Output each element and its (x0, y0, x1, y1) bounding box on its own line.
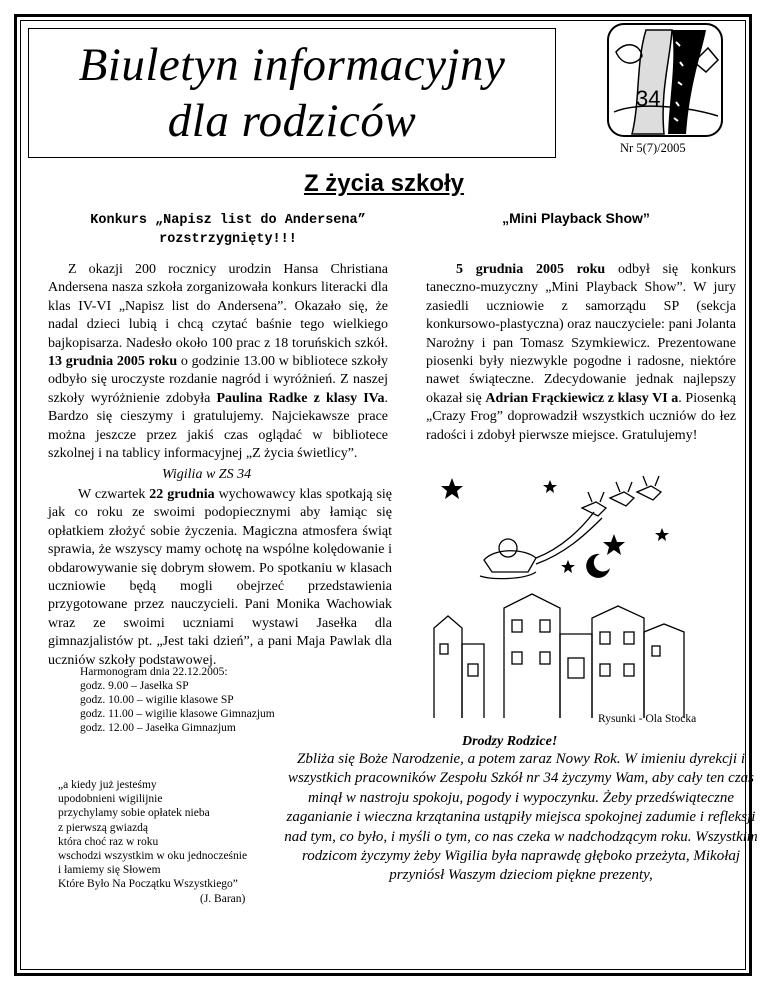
drawing-moon (586, 554, 610, 578)
poem (58, 778, 278, 906)
left-heading-line-1: Konkurs „Napisz list do Andersena” (90, 213, 366, 228)
logo-number: 34 (636, 86, 661, 111)
poem-line: wschodzi wszystkim w oku jednocześnie (58, 850, 248, 863)
drawing-stars (441, 478, 669, 573)
schedule-line: godz. 12.00 – Jasełka Gimnazjum (80, 722, 236, 734)
poem-line: i łamiemy się Słowem (58, 864, 161, 877)
poem-author: (J. Baran) (200, 892, 246, 905)
poem-line: „a kiedy już jesteśmy (58, 779, 157, 791)
right-winner: Adrian Frąckiewicz z klasy VI a (485, 390, 679, 406)
left-article-body (48, 261, 388, 463)
poem-line: Które Było Na Początku Wszystkiego” (58, 878, 238, 891)
left-text-a: Z okazji 200 rocznicy urodzin Hansa Christiana Andersena nasza szkoła zorganizowała konkurs literacki dla klas IV-VI „Napisz list do Andersena”. Okazało się, że nadal dzieci lubią i chcą czytać baśnie tego wielkiego bajkopisarza. Nadesło około 100 prac z 18 toruńskich szkół. (48, 262, 388, 351)
schedule-list (80, 665, 340, 735)
letter-salutation: Drodzy Rodzice! (462, 734, 558, 749)
schedule-line: godz. 11.00 – wigilie klasowe Gimnazjum (80, 708, 275, 720)
wigilia-title: Wigilia w ZS 34 (162, 467, 252, 482)
drawing-houses (434, 594, 684, 718)
poem-line: która choć raz w roku (58, 835, 159, 848)
left-date: 13 grudnia 2005 roku (48, 354, 178, 370)
left-article-heading (58, 211, 398, 249)
right-text-a: odbył się konkurs taneczno-muzyczny „Mini Playback Show”. W jury zasiedli uczniowie z samorządu SP (sekcja konkursowo-plastyczna) oraz nauczyciele: pani Jolanta Narożny i pan Tomasz Szymkiewicz. Prezentowane piosenki były niezwykle pogodne i radosne, niektóre nawet świąteczne. Zdecydowanie jednak najlepszy okazał się (426, 262, 736, 406)
wigilia-body (48, 486, 392, 670)
drawing-sleigh (480, 512, 602, 579)
right-text-b: . Piosenką „Crazy Frog” doprowadził wszystkich uczniów do łez radości i zdobył pierwsze miejsce. Gratulujemy! (426, 390, 736, 443)
wigilia-date: 22 grudnia (149, 487, 215, 502)
left-winner: Paulina Radke z klasy IVa (216, 390, 385, 406)
section-title: Z życia szkoły (303, 170, 465, 197)
title-line-2: dla rodziców (167, 95, 417, 147)
christmas-drawing (432, 468, 690, 720)
schedule-line: Harmonogram dnia 22.12.2005: (80, 666, 228, 678)
school-logo (606, 22, 724, 138)
schedule-line: godz. 10.00 – wigilie klasowe SP (80, 694, 234, 706)
letter-body: Zbliża się Boże Narodzenie, a potem zaraz Nowy Rok. W imieniu dyrekcji i wszystkich pracowników Zespołu Szkół nr 34 życzymy Wam, aby cały ten czas minął w nastroju spokoju, pogody i wypoczynku. Żeby przedświąteczne zaganianie i wieczna krzątanina ustąpiły miejsca spokojnej zadumie i refleksji nad tym, co było, i myśli o tym, co nas czeka w nadchodzącym roku. Wszystkim rodzicom życzymy żeby Wigilia była naprawdę głęboko przeżyta, Mikołaj przyniósł Waszym dzieciom piękne prezenty, (284, 751, 758, 884)
left-text-c: . Bardzo się cieszymy i gratulujemy. Najciekawsze prace można jeszcze przez jakiś czas oglądać w bibliotece szkolnej i na tablicy informacyjnej „Z życia świetlicy”. (48, 390, 388, 462)
schedule-line: godz. 9.00 – Jasełka SP (80, 680, 189, 692)
title-line-1: Biuletyn informacyjny (78, 39, 506, 91)
poem-line: przychylamy sobie opłatek nieba (58, 807, 210, 820)
wigilia-text-a: W czwartek (78, 487, 150, 502)
right-article-body (426, 261, 736, 445)
left-text-b: o godzinie 13.00 w bibliotece szkoły odbyło się uroczyste rozdanie nagród i wyróżnień. Z naszej szkoły wyróżnienie zdobyła (48, 354, 388, 406)
right-date: 5 grudnia 2005 roku (456, 262, 606, 277)
drawing-reindeer (582, 476, 661, 516)
poem-line: upodobnieni wigilijnie (58, 793, 163, 806)
drawing-caption: Rysunki - Ola Stocka (598, 713, 697, 725)
left-heading-line-2: rozstrzygnięty!!! (159, 232, 297, 247)
right-article-heading: „Mini Playback Show” (502, 210, 650, 226)
wigilia-text-b: wychowawcy klas spotkają się jak co roku ze swoimi podopiecznymi aby łamiąc się opłatkiem złożyć sobie życzenia. Magiczna atmosfera świąt sprawia, że wszyscy mamy ochotę na wspólne kolędowanie i obdarowywanie się dobrym słowem. Po spotkaniu w klasach uczniowie będą mogli obejrzeć przedstawienia przygotowane przez nauczycieli. Pani Monika Wachowiak wraz ze swoimi uczniami wystawi Jasełka dla gimnazjalistów pt. „Jest taki dzień”, a pani Maja Pawlak dla uczniów szkoły podstawowej. (48, 487, 393, 668)
issue-number: Nr 5(7)/2005 (620, 141, 686, 155)
poem-line: z pierwszą gwiazdą (58, 821, 149, 834)
masthead-title (28, 28, 556, 158)
